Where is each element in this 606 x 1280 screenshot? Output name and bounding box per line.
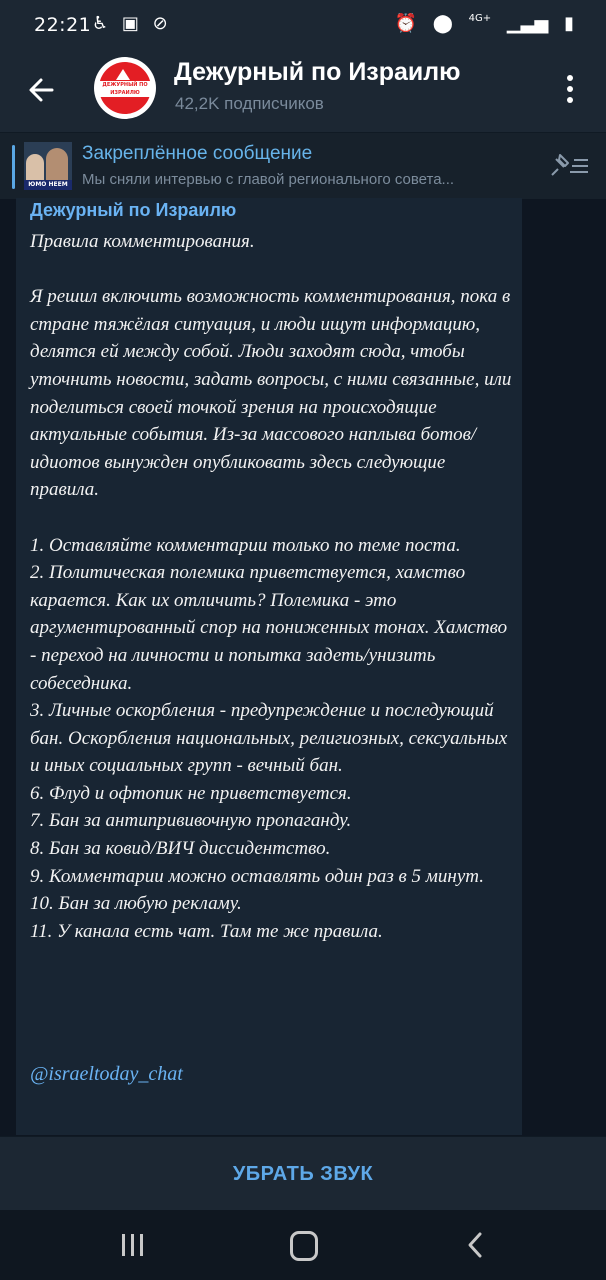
avatar-logo-text: ДЕЖУРНЫЙ ПО ИЗРАИЛЮ [98, 81, 152, 97]
location-icon: ⬤ [432, 13, 453, 34]
pinned-message-bar[interactable] [0, 132, 606, 199]
dot-icon [567, 75, 573, 81]
message-bubble [16, 198, 522, 1135]
nav-back-button[interactable] [464, 1230, 488, 1260]
recents-icon [131, 1234, 134, 1256]
system-nav-bar [0, 1210, 606, 1280]
message-sender: Дежурный по Израилю [30, 200, 237, 220]
thumbnail-caption: ЮМО НЕЕМ [24, 180, 72, 190]
message-text: Правила комментирования. Я решил включить возможность комментирования, пока в стране тяжёлая ситуация, и люди ищут информацию, делятся ей между собой. Люди заходят сюда, чтобы уточнить новости, задать вопросы, с ними связанные, или поделиться своей точкой зрения на происходящие актуальные события. Из-за массового наплыва ботов/идиотов вынужден опубликовать здесь следующие правила. 1. Оставляйте комментарии только по теме поста. 2. Политическая полемика приветствуется, хамство карается. Как их отличить? Полемика - это аргументированный спор на пониженных тонах. Хамство - переход на личности и попытка задеть/унизить собеседника. 3. Личные оскорбления - предупреждение и последующий бан. Оскорбления национальных, религиозных, сексуальных и иных социальных групп - вечный бан. 6. Флуд и офтопик не приветствуется. 7. Бан за антипрививочную пропаганду. 8. Бан за ковид/ВИЧ диссидентство. 9. Комментарии можно оставлять один раз в 5 минут. 10. Бан за любую рекламу. 11. У канала есть чат. Там те же правила. [30, 231, 512, 942]
more-options-button[interactable] [556, 72, 584, 108]
channel-avatar[interactable] [94, 57, 156, 119]
mute-button[interactable]: УБРАТЬ ЗВУК [232, 1163, 374, 1185]
status-left-icons [92, 13, 176, 34]
pinned-preview: Мы сняли интервью с главой регионального совета... [82, 171, 455, 188]
status-right-icons [385, 13, 574, 34]
arrow-left-icon [22, 70, 62, 110]
dot-icon [567, 97, 573, 103]
signal-icon: ▁▃▅ [506, 13, 549, 34]
recents-icon [122, 1234, 125, 1256]
chat-header [0, 48, 606, 132]
back-button[interactable] [22, 70, 62, 110]
channel-title[interactable]: Дежурный по Израилю [174, 58, 461, 86]
sync-icon: ⊘ [152, 13, 168, 34]
network-4g-icon: 4G+ [468, 13, 492, 24]
pinned-thumbnail [24, 142, 72, 190]
subscriber-count: 42,2K подписчиков [175, 94, 324, 113]
pinned-indicator [12, 145, 15, 189]
pin-list-icon [548, 151, 590, 181]
channel-footer [0, 1136, 606, 1211]
pinned-title: Закреплённое сообщение [82, 143, 313, 164]
status-time: 22:21 [34, 14, 92, 36]
alarm-icon: ⏰ [394, 13, 417, 34]
chat-mention-link[interactable]: @israeltoday_chat [30, 1063, 183, 1085]
recents-icon [140, 1234, 143, 1256]
status-bar [0, 0, 606, 48]
avatar-logo-triangle [116, 69, 130, 80]
image-icon: ▣ [121, 13, 139, 34]
home-button[interactable] [290, 1231, 318, 1261]
recents-button[interactable] [122, 1234, 150, 1256]
dot-icon [567, 86, 573, 92]
battery-icon: ▮ [564, 13, 574, 34]
accessibility-icon: ♿ [92, 13, 109, 34]
pinned-list-button[interactable] [548, 151, 590, 181]
chevron-left-icon [464, 1230, 488, 1260]
